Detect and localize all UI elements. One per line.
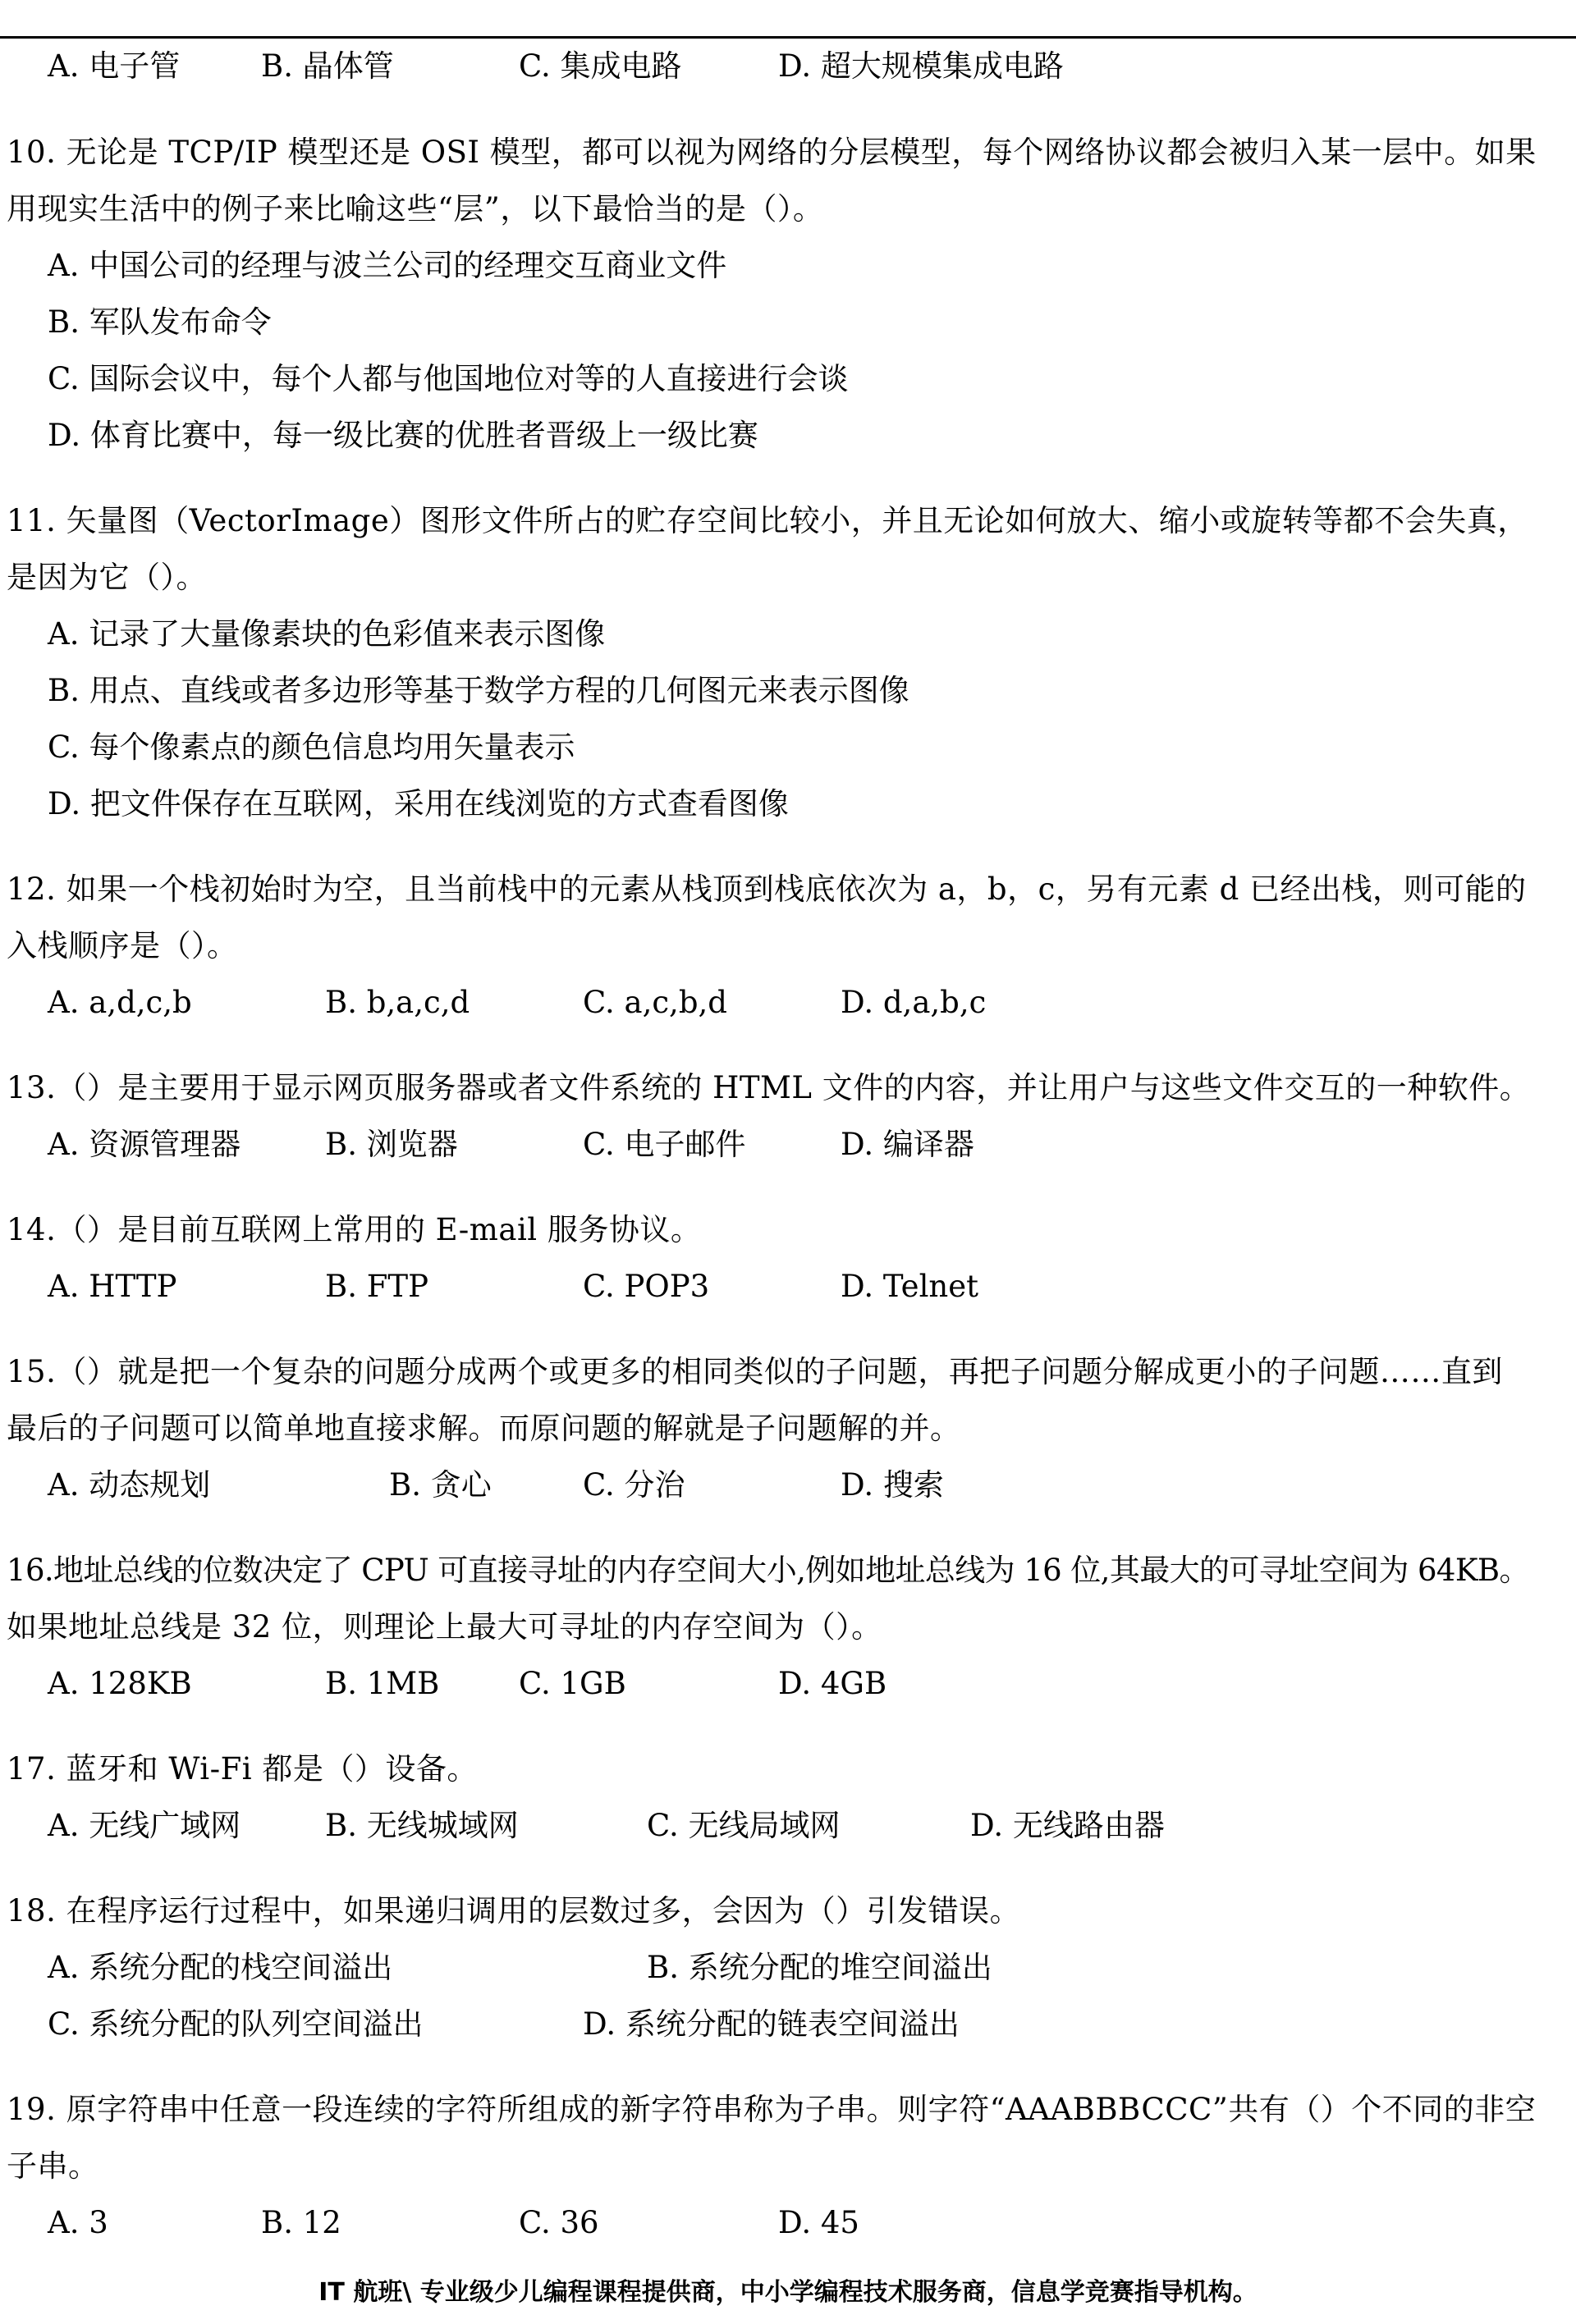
q9-option-b: B. 晶体管 bbox=[261, 48, 394, 84]
q12-option-d: D. d,a,b,c bbox=[841, 985, 987, 1020]
q14-option-d: D. Telnet bbox=[841, 1269, 978, 1304]
q13-option-c: C. 电子邮件 bbox=[583, 1127, 746, 1162]
q18-option-a: A. 系统分配的栈空间溢出 bbox=[48, 1950, 393, 1985]
q19-option-a: A. 3 bbox=[48, 2205, 108, 2240]
q12-stem-line2: 入栈顺序是（）。 bbox=[7, 928, 238, 963]
q14-option-b: B. FTP bbox=[325, 1269, 428, 1304]
q10-option-b: B. 军队发布命令 bbox=[48, 304, 272, 340]
q17-option-d: D. 无线路由器 bbox=[970, 1808, 1165, 1843]
q9-option-d: D. 超大规模集成电路 bbox=[778, 48, 1064, 84]
q10-option-c: C. 国际会议中，每个人都与他国地位对等的人直接进行会谈 bbox=[48, 361, 849, 396]
q13-option-a: A. 资源管理器 bbox=[48, 1127, 241, 1162]
q10-stem-line2: 用现实生活中的例子来比喻这些“层”，以下最恰当的是（）。 bbox=[7, 191, 824, 226]
q15-stem-line1: 15.（）就是把一个复杂的问题分成两个或更多的相同类似的子问题，再把子问题分解成更小的子问题……直到 bbox=[7, 1354, 1503, 1389]
q12-option-a: A. a,d,c,b bbox=[48, 985, 192, 1020]
q14-stem-line1: 14.（）是目前互联网上常用的 E-mail 服务协议。 bbox=[7, 1212, 702, 1247]
header-rule bbox=[0, 36, 1576, 39]
q11-option-b: B. 用点、直线或者多边形等基于数学方程的几何图元来表示图像 bbox=[48, 673, 909, 708]
q13-option-b: B. 浏览器 bbox=[325, 1127, 458, 1162]
q18-option-d: D. 系统分配的链表空间溢出 bbox=[583, 2006, 960, 2042]
q19-stem-line1: 19. 原字符串中任意一段连续的字符所组成的新字符串称为子串。则字符“AAABBBCCC”共有（）个不同的非空 bbox=[7, 2092, 1537, 2127]
q12-option-b: B. b,a,c,d bbox=[325, 985, 470, 1020]
q15-option-b: B. 贪心 bbox=[389, 1467, 492, 1503]
q15-option-c: C. 分治 bbox=[583, 1467, 685, 1503]
q12-stem-line1: 12. 如果一个栈初始时为空，且当前栈中的元素从栈顶到栈底依次为 a，b，c，另有元素 d 已经出栈，则可能的 bbox=[7, 872, 1527, 907]
q15-option-d: D. 搜索 bbox=[841, 1467, 944, 1503]
q10-option-d: D. 体育比赛中，每一级比赛的优胜者晋级上一级比赛 bbox=[48, 418, 758, 453]
page-footer: IT 航班\ 专业级少儿编程课程提供商，中小学编程技术服务商，信息学竞赛指导机构。 bbox=[318, 2278, 1258, 2307]
q17-stem-line1: 17. 蓝牙和 Wi-Fi 都是（）设备。 bbox=[7, 1751, 478, 1786]
q16-option-a: A. 128KB bbox=[48, 1666, 192, 1701]
q15-stem-line2: 最后的子问题可以简单地直接求解。而原问题的解就是子问题解的并。 bbox=[7, 1411, 961, 1446]
q19-option-d: D. 45 bbox=[778, 2205, 859, 2240]
q11-option-d: D. 把文件保存在互联网，采用在线浏览的方式查看图像 bbox=[48, 786, 789, 821]
q9-option-c: C. 集成电路 bbox=[519, 48, 682, 84]
q17-option-c: C. 无线局域网 bbox=[647, 1808, 841, 1843]
q14-option-c: C. POP3 bbox=[583, 1269, 710, 1304]
q15-option-a: A. 动态规划 bbox=[48, 1467, 211, 1503]
q11-stem-line1: 11. 矢量图（VectorImage）图形文件所占的贮存空间比较小，并且无论如何放大、缩小或旋转等都不会失真， bbox=[7, 503, 1528, 538]
q13-option-d: D. 编译器 bbox=[841, 1127, 974, 1162]
q19-option-b: B. 12 bbox=[261, 2205, 341, 2240]
q16-option-c: C. 1GB bbox=[519, 1666, 626, 1701]
q18-stem-line1: 18. 在程序运行过程中，如果递归调用的层数过多，会因为（）引发错误。 bbox=[7, 1893, 1021, 1928]
q11-option-a: A. 记录了大量像素块的色彩值来表示图像 bbox=[48, 616, 606, 652]
q19-stem-line2: 子串。 bbox=[7, 2148, 99, 2184]
q18-option-b: B. 系统分配的堆空间溢出 bbox=[647, 1950, 992, 1985]
q17-option-a: A. 无线广域网 bbox=[48, 1808, 241, 1843]
q10-stem-line1: 10. 无论是 TCP/IP 模型还是 OSI 模型，都可以视为网络的分层模型，每个网络协议都会被归入某一层中。如果 bbox=[7, 135, 1537, 170]
q9-option-a: A. 电子管 bbox=[48, 48, 181, 84]
q16-option-d: D. 4GB bbox=[778, 1666, 887, 1701]
q13-stem-line1: 13.（）是主要用于显示网页服务器或者文件系统的 HTML 文件的内容，并让用户与这些文件交互的一种软件。 bbox=[7, 1070, 1531, 1105]
q18-option-c: C. 系统分配的队列空间溢出 bbox=[48, 2006, 424, 2042]
q11-stem-line2: 是因为它（）。 bbox=[7, 560, 207, 595]
q14-option-a: A. HTTP bbox=[48, 1269, 177, 1304]
q16-stem-line1: 16.地址总线的位数决定了 CPU 可直接寻址的内存空间大小,例如地址总线为 16 位,其最大的可寻址空间为 64KB。 bbox=[7, 1553, 1529, 1588]
q10-option-a: A. 中国公司的经理与波兰公司的经理交互商业文件 bbox=[48, 248, 727, 283]
q12-option-c: C. a,c,b,d bbox=[583, 985, 727, 1020]
q11-option-c: C. 每个像素点的颜色信息均用矢量表示 bbox=[48, 730, 575, 765]
q16-option-b: B. 1MB bbox=[325, 1666, 440, 1701]
q19-option-c: C. 36 bbox=[519, 2205, 599, 2240]
q16-stem-line2: 如果地址总线是 32 位，则理论上最大可寻址的内存空间为（）。 bbox=[7, 1609, 882, 1645]
q17-option-b: B. 无线城域网 bbox=[325, 1808, 519, 1843]
